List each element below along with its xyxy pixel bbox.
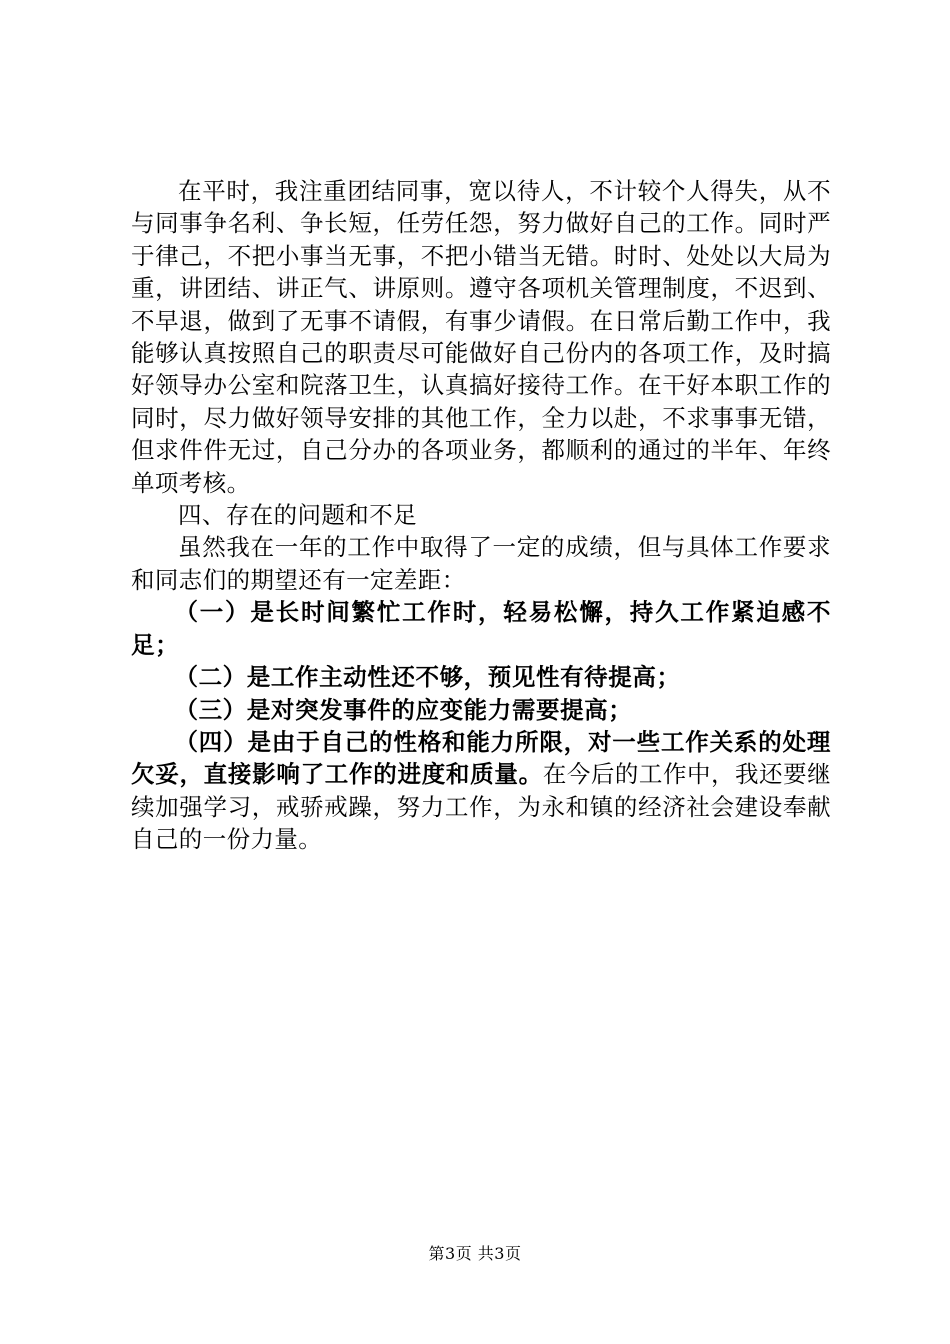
list-item-3: （三）是对突发事件的应变能力需要提高；: [174, 695, 633, 724]
page-indicator: 第3页 共3页: [428, 1244, 522, 1263]
paragraph-intro: 虽然我在一年的工作中取得了一定的成绩，但与具体工作要求和同志们的期望还有一定差距：: [131, 533, 831, 594]
list-item-4: [131, 726, 831, 856]
page-footer: [0, 1243, 950, 1265]
document-body: [131, 175, 831, 856]
list-item-4-bold-text: （四）是由于自己的性格和能力所限，对一些工作关系的处理欠妥，直接影响了工作的进度和质量。: [131, 727, 831, 789]
list-item-4-closing-text: 在今后的工作中，我还要继续加强学习，戒骄戒躁，努力工作，为永和镇的经济社会建设奉献自己的一份力量。: [131, 760, 831, 854]
section-heading: 四、存在的问题和不足: [178, 501, 417, 530]
list-item-1: （一）是长时间繁忙工作时，轻易松懈，持久工作紧迫感不足；: [131, 598, 831, 659]
list-item-2: （二）是工作主动性还不够，预见性有待提高；: [174, 663, 681, 692]
paragraph-work-conduct: 在平时，我注重团结同事，宽以待人，不计较个人得失，从不与同事争名利、争长短，任劳任怨，努力做好自己的工作。同时严于律己，不把小事当无事，不把小错当无错。时时、处处以大局为重，讲团结、讲正气、讲原则。遵守各项机关管理制度，不迟到、不早退，做到了无事不请假，有事少请假。在日常后勤工作中，我能够认真按照自己的职责尽可能做好自己份内的各项工作，及时搞好领导办公室和院落卫生，认真搞好接待工作。在干好本职工作的同时，尽力做好领导安排的其他工作，全力以赴，不求事事无错，但求件件无过，自己分办的各项业务，都顺利的通过的半年、年终单项考核。: [131, 177, 831, 497]
